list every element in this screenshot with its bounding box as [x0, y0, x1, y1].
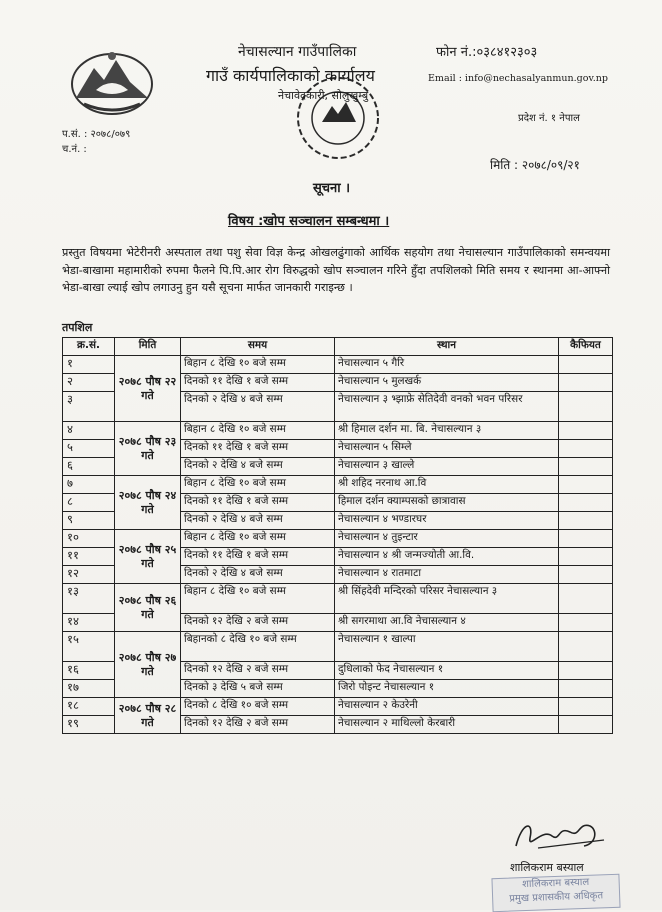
row-time: बिहान ८ देखि १० बजे सम्म — [181, 356, 335, 374]
header-time: समय — [181, 338, 335, 356]
row-time: बिहानको ८ देखि १० बजे सम्म — [181, 632, 335, 662]
row-place: हिमाल दर्शन क्याम्पसको छात्रावास — [335, 494, 559, 512]
notice-title: सूचना । — [313, 181, 351, 196]
row-remarks — [559, 458, 613, 476]
row-time: दिनको ३ देखि ५ बजे सम्म — [181, 680, 335, 698]
header-remarks: कैफियत — [559, 338, 613, 356]
signatory-name: शालिकराम बस्याल — [510, 861, 584, 874]
schedule-table-body — [63, 356, 613, 734]
office-address: नेचावेदकारी, सोलुखुम्बु — [278, 89, 369, 102]
reference-number: प.सं. : २०७८/०७९ — [62, 129, 131, 140]
row-serial-number: १२ — [63, 566, 115, 584]
row-remarks — [559, 476, 613, 494]
row-date: २०७८ पौष २२ गते — [115, 356, 181, 422]
row-place: दुधिलाको फेद नेचासल्यान १ — [335, 662, 559, 680]
row-place: नेचासल्यान ३ खाल्ले — [335, 458, 559, 476]
row-time: दिनको ११ देखि १ बजे सम्म — [181, 494, 335, 512]
table-row — [63, 422, 613, 440]
header-sn: क्र.सं. — [63, 338, 115, 356]
row-serial-number: १९ — [63, 716, 115, 734]
row-time: दिनको १२ देखि २ बजे सम्म — [181, 662, 335, 680]
row-remarks — [559, 614, 613, 632]
row-place: जिरो पोइन्ट नेचासल्यान १ — [335, 680, 559, 698]
row-serial-number: १५ — [63, 632, 115, 662]
row-time: दिनको ११ देखि १ बजे सम्म — [181, 548, 335, 566]
row-place: नेचासल्यान २ माथिल्लो केरबारी — [335, 716, 559, 734]
stamp-name: शालिकराम बस्याल — [521, 876, 590, 891]
row-place: श्री शहिद नरनाथ आ.वि — [335, 476, 559, 494]
row-remarks — [559, 680, 613, 698]
email-address: Email : info@nechasalyanmun.gov.np — [428, 73, 608, 84]
official-name-stamp — [491, 874, 620, 912]
dispatch-number: च.नं. : — [62, 144, 87, 155]
row-place: नेचासल्यान ५ सिम्ले — [335, 440, 559, 458]
row-time: बिहान ८ देखि १० बजे सम्म — [181, 422, 335, 440]
table-header-row — [63, 338, 613, 356]
row-time: दिनको ८ देखि १० बजे सम्म — [181, 698, 335, 716]
body-name: गाउँ कार्यपालिकाको कार्यालय — [206, 66, 375, 85]
row-time: दिनको २ देखि ४ बजे सम्म — [181, 458, 335, 476]
row-place: श्री सगरमाथा आ.वि नेचासल्यान ४ — [335, 614, 559, 632]
row-serial-number: ६ — [63, 458, 115, 476]
row-date: २०७८ पौष २४ गते — [115, 476, 181, 530]
nepal-emblem-logo — [66, 46, 158, 118]
row-date: २०७८ पौष २५ गते — [115, 530, 181, 584]
row-place: नेचासल्यान ५ गैरि — [335, 356, 559, 374]
stamp-designation: प्रमुख प्रशासकीय अधिकृत — [509, 890, 604, 905]
handwritten-signature — [508, 816, 608, 856]
row-serial-number: १४ — [63, 614, 115, 632]
row-place: नेचासल्यान ३ भ्झाफ्रे सेतिदेवी वनको भवन परिसर — [335, 392, 559, 422]
table-row — [63, 356, 613, 374]
row-serial-number: ७ — [63, 476, 115, 494]
table-row — [63, 698, 613, 716]
row-serial-number: ९ — [63, 512, 115, 530]
row-place: नेचासल्यान ४ रातमाटा — [335, 566, 559, 584]
row-place: नेचासल्यान ५ मुलखर्क — [335, 374, 559, 392]
row-date: २०७८ पौष २६ गते — [115, 584, 181, 632]
table-row — [63, 632, 613, 662]
row-time: दिनको ११ देखि १ बजे सम्म — [181, 440, 335, 458]
row-serial-number: ३ — [63, 392, 115, 422]
row-remarks — [559, 494, 613, 512]
schedule-table — [62, 337, 613, 734]
row-remarks — [559, 392, 613, 422]
notice-date: मिति : २०७८/०९/२१ — [490, 158, 580, 172]
header-place: स्थान — [335, 338, 559, 356]
row-time: दिनको २ देखि ४ बजे सम्म — [181, 512, 335, 530]
row-remarks — [559, 584, 613, 614]
row-time: दिनको १२ देखि २ बजे सम्म — [181, 614, 335, 632]
row-remarks — [559, 440, 613, 458]
row-place: श्री सिंहदेवी मन्दिरको परिसर नेचासल्यान ३ — [335, 584, 559, 614]
row-time: दिनको २ देखि ४ बजे सम्म — [181, 392, 335, 422]
details-label: तपशिल — [62, 321, 93, 334]
row-serial-number: ८ — [63, 494, 115, 512]
row-serial-number: ११ — [63, 548, 115, 566]
row-remarks — [559, 716, 613, 734]
row-date: २०७८ पौष २७ गते — [115, 632, 181, 698]
province: प्रदेश नं. १ नेपाल — [518, 113, 580, 124]
row-place: नेचासल्यान ४ श्री जन्मज्योती आ.वि. — [335, 548, 559, 566]
table-row — [63, 476, 613, 494]
row-time: दिनको १२ देखि २ बजे सम्म — [181, 716, 335, 734]
row-time: बिहान ८ देखि १० बजे सम्म — [181, 584, 335, 614]
row-time: बिहान ८ देखि १० बजे सम्म — [181, 476, 335, 494]
notice-body: प्रस्तुत विषयमा भेटेरीनरी अस्पताल तथा पशु सेवा विज्ञ केन्द्र ओखलढुंगाको आर्थिक सहयोग तथा नेचासल्यान गाउँपालिकाको समन्वयमा भेडा-बाखामा महामारीको रुपमा फैलने पि.पि.आर रोग विरुद्धको खोप सञ्चालन गरिने हुँदा तपशिलको मिति समय र स्थानमा आ-आफ्नो भेडा-बाखा ल्याई खोप लगाउनु हुन यसै सूचना मार्फत जानकारी गराइन्छ । — [62, 246, 610, 294]
row-place: श्री हिमाल दर्शन मा. बि. नेचासल्यान ३ — [335, 422, 559, 440]
row-serial-number: १८ — [63, 698, 115, 716]
row-remarks — [559, 530, 613, 548]
table-row — [63, 584, 613, 614]
row-place: नेचासल्यान १ खाल्पा — [335, 632, 559, 662]
table-row — [63, 530, 613, 548]
row-serial-number: २ — [63, 374, 115, 392]
row-place: नेचासल्यान २ केउरेनी — [335, 698, 559, 716]
notice-subject: विषय :खोप सञ्चालन सम्बन्धमा । — [228, 214, 390, 229]
row-remarks — [559, 356, 613, 374]
row-time: दिनको ११ देखि १ बजे सम्म — [181, 374, 335, 392]
row-date: २०७८ पौष २३ गते — [115, 422, 181, 476]
row-remarks — [559, 698, 613, 716]
row-serial-number: १७ — [63, 680, 115, 698]
header-date: मिति — [115, 338, 181, 356]
row-serial-number: १६ — [63, 662, 115, 680]
row-remarks — [559, 566, 613, 584]
row-remarks — [559, 512, 613, 530]
row-remarks — [559, 632, 613, 662]
row-place: नेचासल्यान ४ भण्डारघर — [335, 512, 559, 530]
row-serial-number: १३ — [63, 584, 115, 614]
row-time: दिनको २ देखि ४ बजे सम्म — [181, 566, 335, 584]
row-serial-number: १ — [63, 356, 115, 374]
row-date: २०७८ पौष २८ गते — [115, 698, 181, 734]
phone-number: फोन नं.:०३८४१२३०३ — [436, 45, 538, 60]
row-place: नेचासल्यान ४ तुइन्टार — [335, 530, 559, 548]
office-name: नेचासल्यान गाउँपालिका — [238, 44, 357, 60]
row-remarks — [559, 374, 613, 392]
row-remarks — [559, 548, 613, 566]
row-remarks — [559, 422, 613, 440]
row-serial-number: १० — [63, 530, 115, 548]
row-remarks — [559, 662, 613, 680]
row-time: बिहान ८ देखि १० बजे सम्म — [181, 530, 335, 548]
row-serial-number: ५ — [63, 440, 115, 458]
row-serial-number: ४ — [63, 422, 115, 440]
